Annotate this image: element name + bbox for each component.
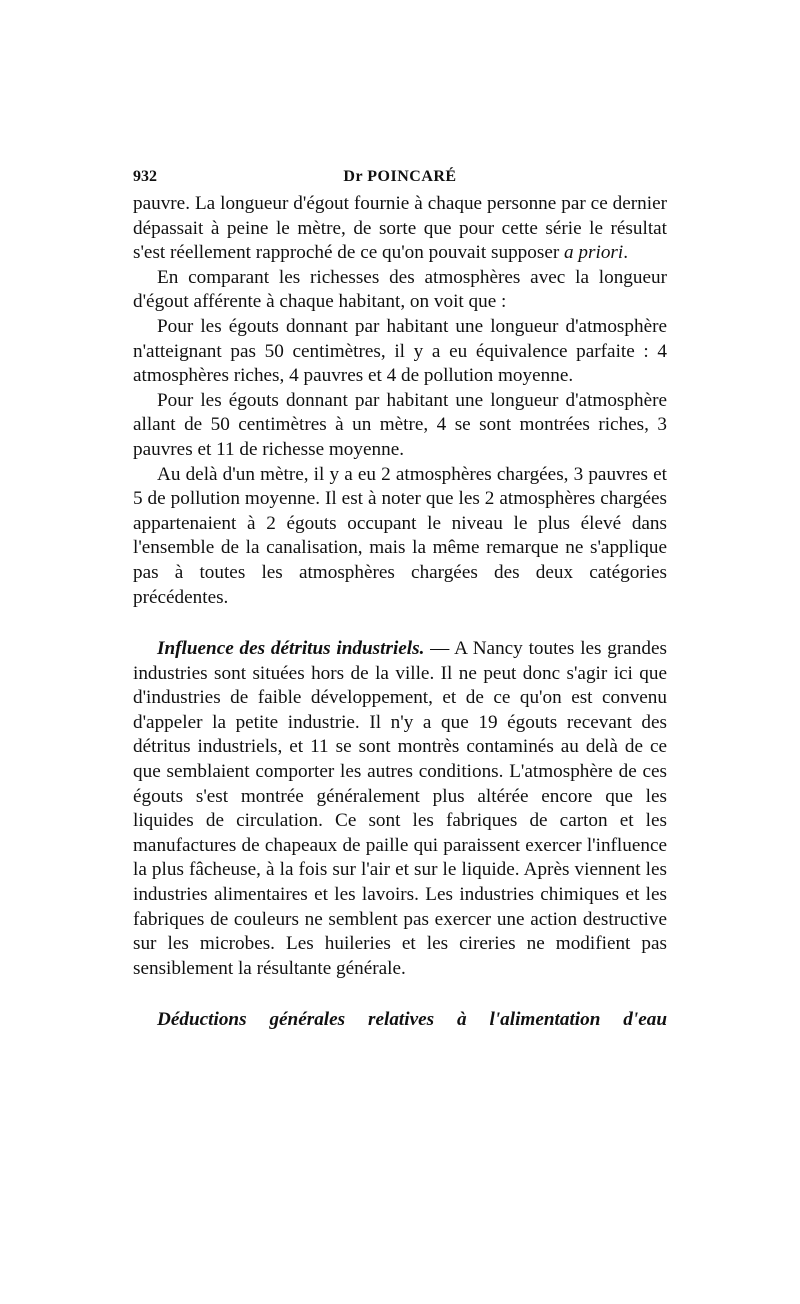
paragraph: Au delà d'un mètre, il y a eu 2 atmosphères chargées, 3 pauvres et 5 de pollution moyenne. Il est à noter que les 2 atmosphères chargées appartenaient à 2 égouts occupant le niveau le plus élevé dans l'ensemble de la canalisation, mais la même remarque ne s'applique pas à toutes les atmosphères chargées des deux catégories précédentes. (133, 463, 667, 608)
section-dash: — (424, 638, 455, 660)
page-number: 932 (133, 168, 157, 185)
next-section-heading: Déductions générales relatives à l'alimentation d'eau (157, 1009, 667, 1031)
book-page (133, 168, 667, 1031)
paragraph: Pour les égouts donnant par habitant une longueur d'atmosphère n'atteignant pas 50 centimètres, il y a eu équivalence parfaite : 4 atmosphères riches, 4 pauvres et 4 de pollution moyenne. (133, 315, 667, 387)
paragraph: En comparant les richesses des atmosphères avec la longueur d'égout afférente à chaque habitant, on voit que : (133, 266, 667, 313)
paragraph: Pour les égouts donnant par habitant une longueur d'atmosphère allant de 50 centimètres à un mètre, 4 se sont montrées riches, 3 pauvres et 11 de richesse moyenne. (133, 389, 667, 460)
running-title: Dr POINCARÉ (343, 168, 457, 185)
section-title: Influence des détritus industriels. (157, 638, 425, 660)
body-text (133, 192, 667, 981)
section-paragraph (133, 637, 667, 981)
running-head (133, 168, 667, 192)
paragraph-punctuation: . (623, 242, 629, 264)
section-text: A Nancy toutes les grandes industries sont situées hors de la ville. Il ne peut donc s'agir ici que d'industries de faible développement, et de ce qu'on est convenu d'appeler la petite industrie. Il n'y a que 19 égouts recevant des détritus industriels, et 11 se sont montrès contaminés au delà de ce que semblaient comporter les autres conditions. L'atmosphère de ces égouts s'est montrée généralement plus altérée encore que les liquides de circulation. Ce sont les fabriques de carton et les manufactures de chapeaux de paille qui paraissent exercer l'influence la plus fâcheuse, à la fois sur l'air et sur le liquide. Après viennent les industries alimentaires et les lavoirs. Les industries chimiques et les fabriques de couleurs ne semblent pas exercer une action destructive sur les microbes. Les huileries et les cireries ne modifient pas sensiblement la résultante générale. (133, 638, 667, 979)
paragraph-text: pauvre. La longueur d'égout fournie à chaque personne par ce dernier dépassait à peine le mètre, de sorte que pour cette série le résultat s'est réellement rapproché de ce qu'on pouvait supposer (133, 193, 667, 264)
paragraph-continuation (133, 192, 667, 266)
italic-phrase: a priori (564, 242, 624, 264)
